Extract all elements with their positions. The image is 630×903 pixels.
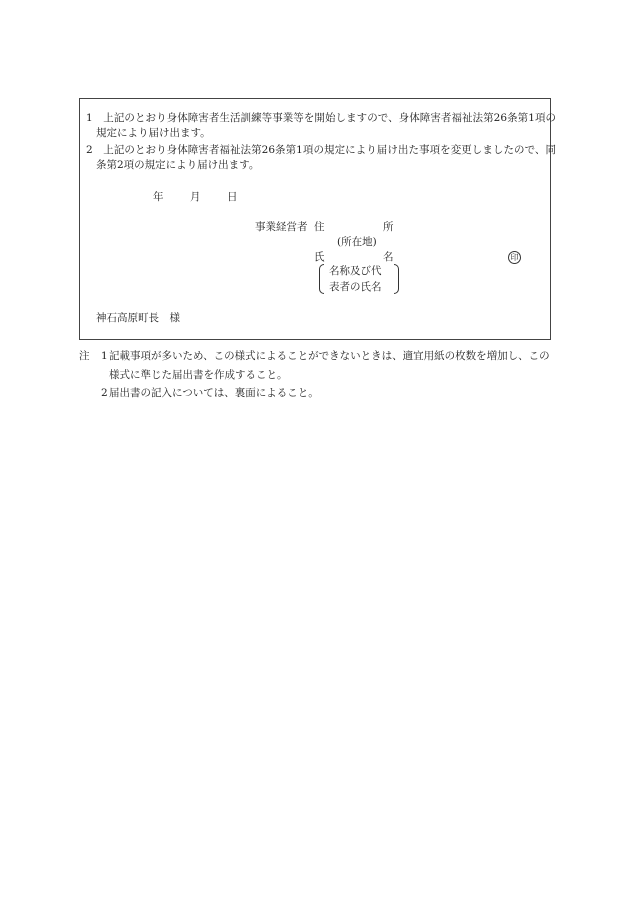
address-label-char-2: 所 bbox=[383, 221, 394, 233]
address-sub-label: (所在地) bbox=[337, 236, 377, 248]
date-year-label: 年 bbox=[153, 191, 164, 203]
notes-section bbox=[79, 347, 554, 403]
bracket-left bbox=[319, 264, 324, 294]
date-day-label: 日 bbox=[227, 191, 238, 203]
operator-label: 事業経営者 bbox=[255, 221, 308, 233]
note-item-1 bbox=[79, 347, 554, 384]
name-label-char-1: 氏 bbox=[314, 251, 325, 263]
note-number: 2 bbox=[101, 387, 108, 399]
seal-mark: 印 bbox=[508, 251, 521, 264]
form-item-2: 2 上記のとおり身体障害者福祉法第26条第1項の規定により届け出た事項を変更しましたので、同条第2項の規定により届け出ます。 bbox=[86, 144, 556, 171]
note-text: 記載事項が多いため、この様式によることができないときは、適宜用紙の枚数を増加し、この様式に準じた届出書を作成すること。 bbox=[109, 350, 550, 381]
note-number: 1 bbox=[101, 350, 108, 362]
notes-lead-label: 注 bbox=[79, 350, 90, 362]
corp-name-line-1: 名称及び代 bbox=[329, 265, 382, 277]
bracket-right bbox=[394, 264, 399, 294]
notification-form-box bbox=[79, 98, 556, 340]
name-label-char-2: 名 bbox=[383, 251, 394, 263]
note-text: 届出書の記入については、裏面によること。 bbox=[109, 387, 319, 399]
address-label-char-1: 住 bbox=[314, 221, 325, 233]
corp-name-line-2: 表者の氏名 bbox=[329, 281, 382, 293]
date-month-label: 月 bbox=[190, 191, 201, 203]
addressee: 神石高原町長 様 bbox=[96, 312, 180, 324]
form-item-1: 1 上記のとおり身体障害者生活訓練等事業等を開始しますので、身体障害者福祉法第26条第1項の規定により届け出ます。 bbox=[86, 112, 556, 139]
note-item-2 bbox=[79, 384, 554, 403]
